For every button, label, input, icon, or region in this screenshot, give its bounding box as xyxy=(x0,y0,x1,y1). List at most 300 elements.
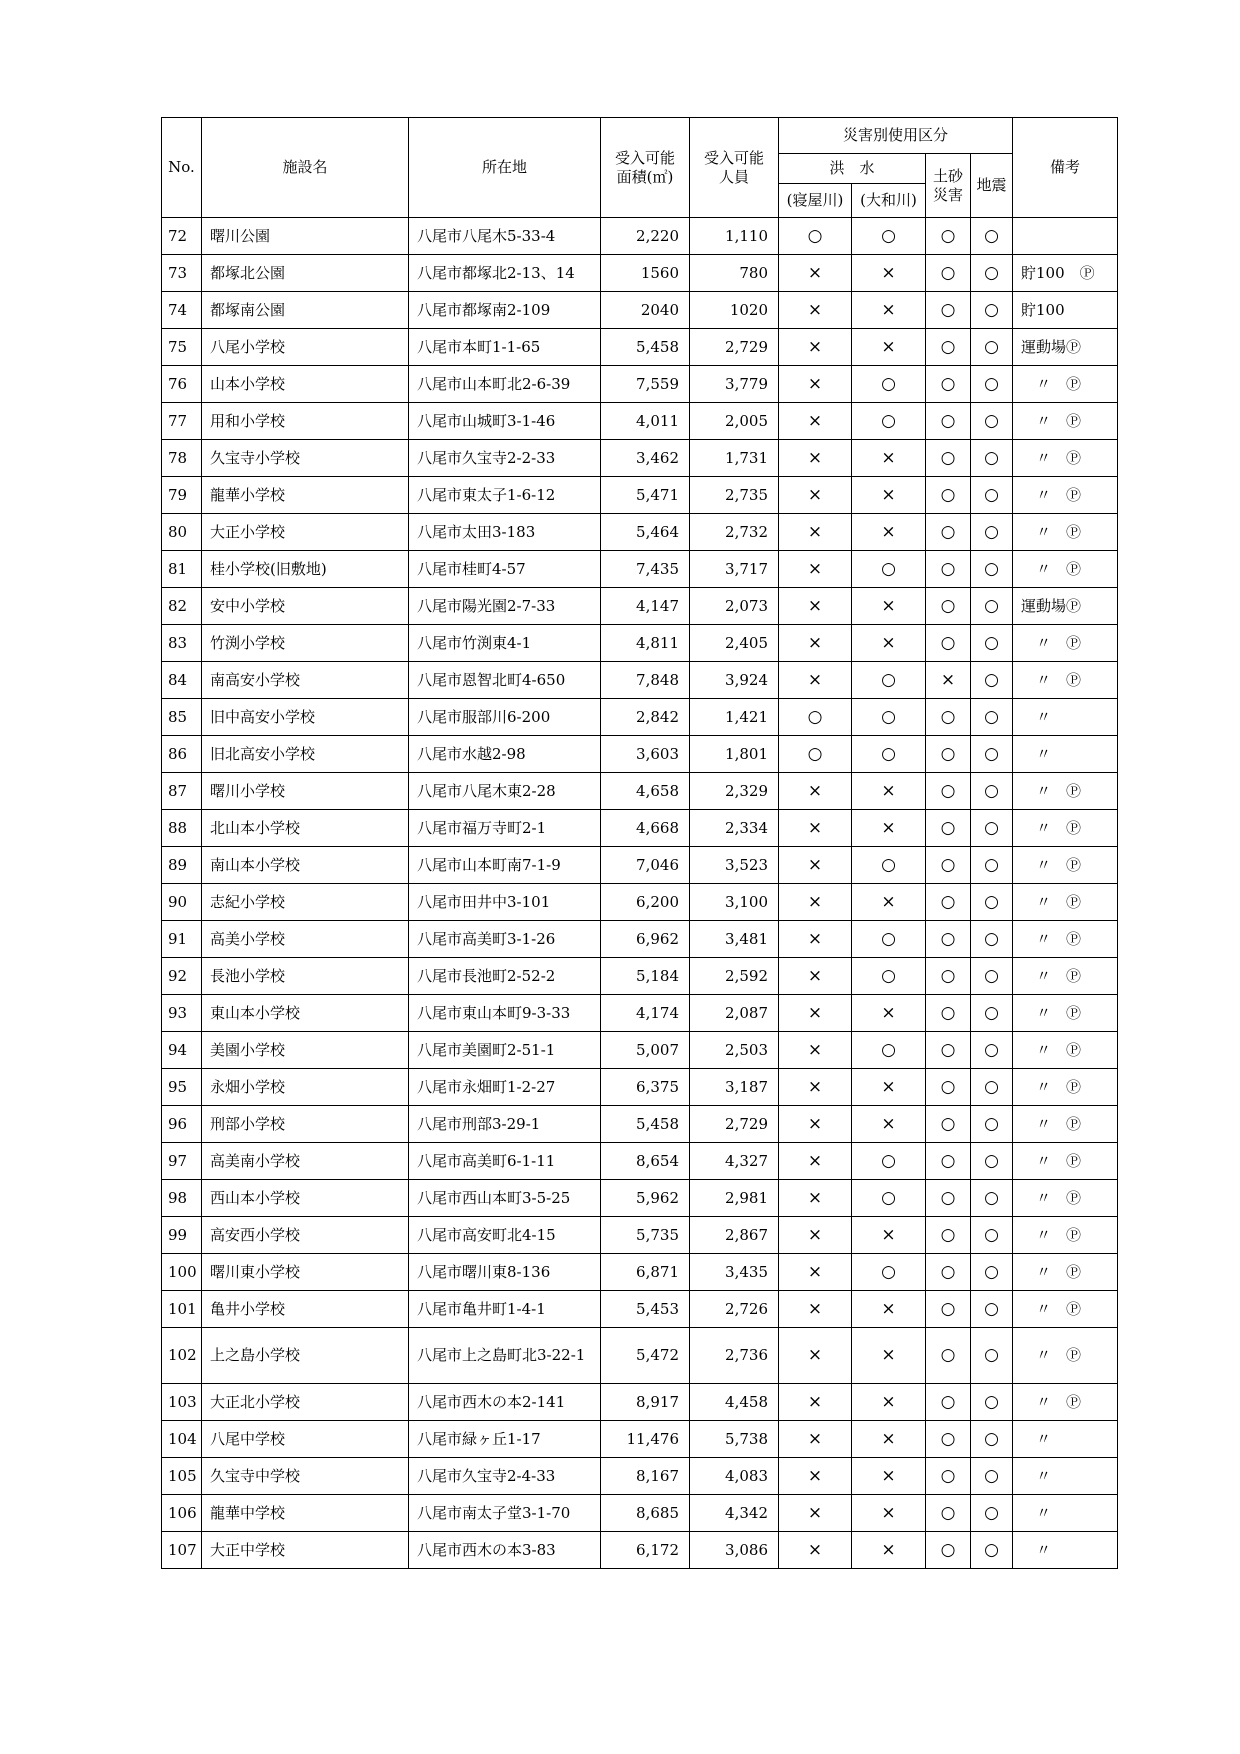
cell-flood-neyagawa: × xyxy=(779,810,852,847)
cell-flood-neyagawa: × xyxy=(779,514,852,551)
cell-capacity: 3,086 xyxy=(690,1532,779,1569)
cell-address: 八尾市山本町北2-6-39 xyxy=(409,366,601,403)
cell-landslide: ○ xyxy=(926,1495,971,1532)
cell-remarks: 貯100 Ⓟ xyxy=(1013,255,1118,292)
cell-earthquake: ○ xyxy=(971,329,1013,366)
cell-landslide: ○ xyxy=(926,1532,971,1569)
cell-no: 74 xyxy=(162,292,202,329)
cell-no: 104 xyxy=(162,1421,202,1458)
cell-remarks: 〃 Ⓟ xyxy=(1013,440,1118,477)
cell-landslide: ○ xyxy=(926,1032,971,1069)
cell-no: 79 xyxy=(162,477,202,514)
cell-earthquake: ○ xyxy=(971,255,1013,292)
cell-flood-yamatogawa: × xyxy=(852,588,926,625)
header-area: 受入可能 面積(㎡) xyxy=(601,118,690,218)
cell-flood-neyagawa: × xyxy=(779,921,852,958)
cell-flood-neyagawa: × xyxy=(779,477,852,514)
cell-earthquake: ○ xyxy=(971,1032,1013,1069)
cell-earthquake: ○ xyxy=(971,477,1013,514)
cell-flood-yamatogawa: ○ xyxy=(852,921,926,958)
cell-address: 八尾市西木の本3-83 xyxy=(409,1532,601,1569)
cell-earthquake: ○ xyxy=(971,995,1013,1032)
cell-flood-neyagawa: × xyxy=(779,958,852,995)
cell-landslide: ○ xyxy=(926,736,971,773)
cell-earthquake: ○ xyxy=(971,1328,1013,1384)
cell-landslide: ○ xyxy=(926,514,971,551)
cell-no: 107 xyxy=(162,1532,202,1569)
cell-address: 八尾市上之島町北3-22-1 xyxy=(409,1328,601,1384)
cell-earthquake: ○ xyxy=(971,884,1013,921)
cell-landslide: ○ xyxy=(926,1421,971,1458)
cell-no: 99 xyxy=(162,1217,202,1254)
cell-landslide: ○ xyxy=(926,847,971,884)
header-disaster-group: 災害別使用区分 xyxy=(779,118,1013,154)
cell-remarks: 〃 Ⓟ xyxy=(1013,1291,1118,1328)
header-earthquake: 地震 xyxy=(971,154,1013,218)
cell-earthquake: ○ xyxy=(971,1421,1013,1458)
cell-area: 7,559 xyxy=(601,366,690,403)
cell-capacity: 2,334 xyxy=(690,810,779,847)
cell-name: 大正北小学校 xyxy=(202,1384,409,1421)
cell-address: 八尾市竹渕東4-1 xyxy=(409,625,601,662)
cell-landslide: ○ xyxy=(926,440,971,477)
cell-flood-neyagawa: × xyxy=(779,1069,852,1106)
cell-remarks: 貯100 xyxy=(1013,292,1118,329)
cell-area: 2040 xyxy=(601,292,690,329)
table-row xyxy=(162,1254,1118,1291)
cell-earthquake: ○ xyxy=(971,699,1013,736)
cell-remarks: 運動場Ⓟ xyxy=(1013,588,1118,625)
cell-flood-yamatogawa: ○ xyxy=(852,218,926,255)
table-row xyxy=(162,884,1118,921)
cell-area: 5,458 xyxy=(601,1106,690,1143)
cell-landslide: ○ xyxy=(926,1384,971,1421)
cell-flood-neyagawa: × xyxy=(779,847,852,884)
cell-earthquake: ○ xyxy=(971,1291,1013,1328)
cell-area: 7,435 xyxy=(601,551,690,588)
table-row xyxy=(162,292,1118,329)
table-row xyxy=(162,255,1118,292)
table-row xyxy=(162,588,1118,625)
cell-flood-neyagawa: × xyxy=(779,1328,852,1384)
cell-address: 八尾市永畑町1-2-27 xyxy=(409,1069,601,1106)
cell-no: 81 xyxy=(162,551,202,588)
cell-address: 八尾市曙川東8-136 xyxy=(409,1254,601,1291)
cell-flood-yamatogawa: × xyxy=(852,1421,926,1458)
cell-remarks: 〃 Ⓟ xyxy=(1013,477,1118,514)
cell-area: 1560 xyxy=(601,255,690,292)
cell-name: 南山本小学校 xyxy=(202,847,409,884)
header-remarks: 備考 xyxy=(1013,118,1118,218)
cell-earthquake: ○ xyxy=(971,1069,1013,1106)
cell-earthquake: ○ xyxy=(971,1106,1013,1143)
cell-flood-neyagawa: × xyxy=(779,995,852,1032)
cell-capacity: 5,738 xyxy=(690,1421,779,1458)
cell-flood-yamatogawa: × xyxy=(852,477,926,514)
cell-name: 旧中高安小学校 xyxy=(202,699,409,736)
cell-name: 東山本小学校 xyxy=(202,995,409,1032)
cell-no: 95 xyxy=(162,1069,202,1106)
cell-area: 6,375 xyxy=(601,1069,690,1106)
cell-name: 西山本小学校 xyxy=(202,1180,409,1217)
cell-address: 八尾市恩智北町4-650 xyxy=(409,662,601,699)
cell-capacity: 2,735 xyxy=(690,477,779,514)
cell-earthquake: ○ xyxy=(971,440,1013,477)
cell-remarks: 〃 Ⓟ xyxy=(1013,847,1118,884)
cell-remarks: 運動場Ⓟ xyxy=(1013,329,1118,366)
cell-flood-neyagawa: × xyxy=(779,588,852,625)
cell-area: 8,917 xyxy=(601,1384,690,1421)
cell-landslide: ○ xyxy=(926,366,971,403)
cell-remarks xyxy=(1013,218,1118,255)
cell-area: 4,811 xyxy=(601,625,690,662)
table-row xyxy=(162,1217,1118,1254)
cell-flood-yamatogawa: ○ xyxy=(852,736,926,773)
cell-address: 八尾市高美町6-1-11 xyxy=(409,1143,601,1180)
table-row xyxy=(162,1458,1118,1495)
cell-flood-neyagawa: × xyxy=(779,1458,852,1495)
cell-landslide: ○ xyxy=(926,958,971,995)
cell-area: 5,735 xyxy=(601,1217,690,1254)
cell-address: 八尾市田井中3-101 xyxy=(409,884,601,921)
cell-capacity: 1,801 xyxy=(690,736,779,773)
table-row xyxy=(162,1291,1118,1328)
cell-capacity: 2,729 xyxy=(690,1106,779,1143)
cell-no: 77 xyxy=(162,403,202,440)
cell-flood-yamatogawa: × xyxy=(852,329,926,366)
cell-capacity: 2,073 xyxy=(690,588,779,625)
table-row xyxy=(162,1495,1118,1532)
cell-flood-neyagawa: × xyxy=(779,1532,852,1569)
cell-flood-yamatogawa: ○ xyxy=(852,847,926,884)
cell-name: 久宝寺小学校 xyxy=(202,440,409,477)
cell-flood-neyagawa: × xyxy=(779,440,852,477)
cell-area: 6,871 xyxy=(601,1254,690,1291)
cell-address: 八尾市美園町2-51-1 xyxy=(409,1032,601,1069)
cell-landslide: ○ xyxy=(926,921,971,958)
cell-landslide: ○ xyxy=(926,1106,971,1143)
cell-no: 82 xyxy=(162,588,202,625)
cell-area: 5,472 xyxy=(601,1328,690,1384)
cell-flood-yamatogawa: ○ xyxy=(852,366,926,403)
cell-earthquake: ○ xyxy=(971,736,1013,773)
cell-name: 曙川小学校 xyxy=(202,773,409,810)
cell-address: 八尾市久宝寺2-2-33 xyxy=(409,440,601,477)
cell-area: 5,962 xyxy=(601,1180,690,1217)
cell-remarks: 〃 Ⓟ xyxy=(1013,1143,1118,1180)
table-row xyxy=(162,440,1118,477)
cell-address: 八尾市久宝寺2-4-33 xyxy=(409,1458,601,1495)
cell-capacity: 3,481 xyxy=(690,921,779,958)
cell-area: 11,476 xyxy=(601,1421,690,1458)
cell-flood-neyagawa: × xyxy=(779,773,852,810)
cell-address: 八尾市太田3-183 xyxy=(409,514,601,551)
cell-earthquake: ○ xyxy=(971,958,1013,995)
cell-flood-yamatogawa: ○ xyxy=(852,551,926,588)
cell-no: 73 xyxy=(162,255,202,292)
cell-area: 8,685 xyxy=(601,1495,690,1532)
cell-flood-neyagawa: × xyxy=(779,1217,852,1254)
header-flood: 洪 水 xyxy=(779,154,926,184)
cell-remarks: 〃 Ⓟ xyxy=(1013,921,1118,958)
table-row xyxy=(162,1032,1118,1069)
cell-remarks: 〃 xyxy=(1013,1421,1118,1458)
cell-remarks: 〃 Ⓟ xyxy=(1013,884,1118,921)
cell-area: 4,011 xyxy=(601,403,690,440)
cell-earthquake: ○ xyxy=(971,1384,1013,1421)
cell-no: 100 xyxy=(162,1254,202,1291)
cell-name: 安中小学校 xyxy=(202,588,409,625)
cell-area: 8,167 xyxy=(601,1458,690,1495)
cell-flood-yamatogawa: ○ xyxy=(852,1180,926,1217)
cell-name: 八尾小学校 xyxy=(202,329,409,366)
cell-landslide: ○ xyxy=(926,1143,971,1180)
cell-earthquake: ○ xyxy=(971,1143,1013,1180)
cell-no: 91 xyxy=(162,921,202,958)
cell-landslide: ○ xyxy=(926,292,971,329)
cell-name: 刑部小学校 xyxy=(202,1106,409,1143)
cell-no: 105 xyxy=(162,1458,202,1495)
cell-capacity: 2,592 xyxy=(690,958,779,995)
cell-remarks: 〃 xyxy=(1013,1532,1118,1569)
header-flood-neyagawa: (寝屋川) xyxy=(779,184,852,218)
cell-remarks: 〃 Ⓟ xyxy=(1013,366,1118,403)
cell-landslide: ○ xyxy=(926,329,971,366)
cell-address: 八尾市東太子1-6-12 xyxy=(409,477,601,514)
header-landslide: 土砂 災害 xyxy=(926,154,971,218)
cell-remarks: 〃 xyxy=(1013,1495,1118,1532)
table-row xyxy=(162,625,1118,662)
cell-address: 八尾市服部川6-200 xyxy=(409,699,601,736)
table-row xyxy=(162,736,1118,773)
cell-capacity: 780 xyxy=(690,255,779,292)
table-row xyxy=(162,699,1118,736)
cell-capacity: 2,736 xyxy=(690,1328,779,1384)
cell-flood-yamatogawa: × xyxy=(852,440,926,477)
table-row xyxy=(162,958,1118,995)
cell-area: 6,200 xyxy=(601,884,690,921)
table-header xyxy=(162,118,1118,218)
facility-table xyxy=(161,117,1118,1569)
cell-no: 101 xyxy=(162,1291,202,1328)
cell-remarks: 〃 Ⓟ xyxy=(1013,1217,1118,1254)
cell-remarks: 〃 Ⓟ xyxy=(1013,1069,1118,1106)
cell-capacity: 2,867 xyxy=(690,1217,779,1254)
cell-capacity: 2,087 xyxy=(690,995,779,1032)
table-row xyxy=(162,810,1118,847)
cell-flood-yamatogawa: ○ xyxy=(852,958,926,995)
cell-capacity: 3,779 xyxy=(690,366,779,403)
cell-area: 5,458 xyxy=(601,329,690,366)
cell-area: 2,842 xyxy=(601,699,690,736)
table-row xyxy=(162,477,1118,514)
table-row xyxy=(162,1069,1118,1106)
cell-landslide: ○ xyxy=(926,1217,971,1254)
cell-landslide: ○ xyxy=(926,1069,971,1106)
cell-area: 4,147 xyxy=(601,588,690,625)
cell-flood-neyagawa: ○ xyxy=(779,218,852,255)
cell-earthquake: ○ xyxy=(971,1180,1013,1217)
cell-flood-yamatogawa: × xyxy=(852,292,926,329)
cell-remarks: 〃 Ⓟ xyxy=(1013,1180,1118,1217)
cell-flood-yamatogawa: × xyxy=(852,884,926,921)
cell-area: 4,174 xyxy=(601,995,690,1032)
cell-earthquake: ○ xyxy=(971,1217,1013,1254)
cell-name: 高美南小学校 xyxy=(202,1143,409,1180)
cell-earthquake: ○ xyxy=(971,921,1013,958)
cell-area: 4,668 xyxy=(601,810,690,847)
cell-landslide: ○ xyxy=(926,588,971,625)
cell-flood-yamatogawa: × xyxy=(852,514,926,551)
cell-remarks: 〃 Ⓟ xyxy=(1013,625,1118,662)
facility-table-page xyxy=(161,117,1117,1569)
cell-earthquake: ○ xyxy=(971,588,1013,625)
cell-name: 久宝寺中学校 xyxy=(202,1458,409,1495)
cell-remarks: 〃 Ⓟ xyxy=(1013,1032,1118,1069)
cell-flood-yamatogawa: ○ xyxy=(852,1254,926,1291)
cell-flood-neyagawa: × xyxy=(779,329,852,366)
cell-remarks: 〃 xyxy=(1013,1458,1118,1495)
table-row xyxy=(162,329,1118,366)
cell-name: 北山本小学校 xyxy=(202,810,409,847)
cell-landslide: ○ xyxy=(926,1180,971,1217)
cell-address: 八尾市桂町4-57 xyxy=(409,551,601,588)
cell-capacity: 3,924 xyxy=(690,662,779,699)
header-name: 施設名 xyxy=(202,118,409,218)
cell-capacity: 4,327 xyxy=(690,1143,779,1180)
cell-remarks: 〃 Ⓟ xyxy=(1013,551,1118,588)
cell-area: 4,658 xyxy=(601,773,690,810)
cell-flood-neyagawa: × xyxy=(779,1254,852,1291)
cell-name: 高美小学校 xyxy=(202,921,409,958)
cell-flood-yamatogawa: × xyxy=(852,255,926,292)
cell-remarks: 〃 Ⓟ xyxy=(1013,403,1118,440)
header-capacity: 受入可能 人員 xyxy=(690,118,779,218)
cell-landslide: ○ xyxy=(926,1458,971,1495)
table-row xyxy=(162,1328,1118,1384)
cell-address: 八尾市陽光園2-7-33 xyxy=(409,588,601,625)
cell-earthquake: ○ xyxy=(971,551,1013,588)
table-row xyxy=(162,662,1118,699)
table-row xyxy=(162,847,1118,884)
cell-no: 83 xyxy=(162,625,202,662)
cell-capacity: 4,458 xyxy=(690,1384,779,1421)
cell-area: 5,007 xyxy=(601,1032,690,1069)
cell-remarks: 〃 xyxy=(1013,699,1118,736)
cell-name: 山本小学校 xyxy=(202,366,409,403)
cell-name: 竹渕小学校 xyxy=(202,625,409,662)
cell-name: 志紀小学校 xyxy=(202,884,409,921)
cell-flood-yamatogawa: × xyxy=(852,1384,926,1421)
cell-flood-yamatogawa: × xyxy=(852,1291,926,1328)
cell-flood-yamatogawa: ○ xyxy=(852,1143,926,1180)
table-row xyxy=(162,218,1118,255)
cell-name: 亀井小学校 xyxy=(202,1291,409,1328)
cell-no: 80 xyxy=(162,514,202,551)
cell-capacity: 3,717 xyxy=(690,551,779,588)
cell-earthquake: ○ xyxy=(971,403,1013,440)
cell-address: 八尾市都塚北2-13、14 xyxy=(409,255,601,292)
cell-capacity: 2,405 xyxy=(690,625,779,662)
cell-landslide: ○ xyxy=(926,699,971,736)
cell-flood-yamatogawa: × xyxy=(852,1458,926,1495)
cell-flood-neyagawa: × xyxy=(779,884,852,921)
cell-remarks: 〃 Ⓟ xyxy=(1013,1254,1118,1291)
cell-flood-yamatogawa: × xyxy=(852,1532,926,1569)
cell-no: 93 xyxy=(162,995,202,1032)
cell-address: 八尾市長池町2-52-2 xyxy=(409,958,601,995)
cell-capacity: 2,981 xyxy=(690,1180,779,1217)
cell-landslide: ○ xyxy=(926,403,971,440)
cell-flood-yamatogawa: × xyxy=(852,1328,926,1384)
table-body xyxy=(162,218,1118,1569)
cell-name: 桂小学校(旧敷地) xyxy=(202,551,409,588)
cell-no: 106 xyxy=(162,1495,202,1532)
cell-name: 龍華小学校 xyxy=(202,477,409,514)
cell-no: 84 xyxy=(162,662,202,699)
table-row xyxy=(162,773,1118,810)
cell-remarks: 〃 xyxy=(1013,736,1118,773)
cell-earthquake: ○ xyxy=(971,1532,1013,1569)
table-row xyxy=(162,995,1118,1032)
cell-name: 高安西小学校 xyxy=(202,1217,409,1254)
cell-flood-neyagawa: × xyxy=(779,1291,852,1328)
cell-capacity: 2,503 xyxy=(690,1032,779,1069)
cell-no: 102 xyxy=(162,1328,202,1384)
cell-area: 5,453 xyxy=(601,1291,690,1328)
cell-earthquake: ○ xyxy=(971,1495,1013,1532)
cell-flood-neyagawa: × xyxy=(779,255,852,292)
header-flood-yamatogawa: (大和川) xyxy=(852,184,926,218)
cell-no: 87 xyxy=(162,773,202,810)
cell-address: 八尾市本町1-1-65 xyxy=(409,329,601,366)
cell-no: 75 xyxy=(162,329,202,366)
cell-landslide: ○ xyxy=(926,1328,971,1384)
cell-remarks: 〃 Ⓟ xyxy=(1013,995,1118,1032)
cell-flood-neyagawa: × xyxy=(779,1143,852,1180)
cell-flood-neyagawa: ○ xyxy=(779,699,852,736)
cell-address: 八尾市東山本町9-3-33 xyxy=(409,995,601,1032)
cell-remarks: 〃 Ⓟ xyxy=(1013,514,1118,551)
cell-capacity: 1,421 xyxy=(690,699,779,736)
cell-capacity: 3,523 xyxy=(690,847,779,884)
cell-name: 都塚南公園 xyxy=(202,292,409,329)
cell-landslide: ○ xyxy=(926,477,971,514)
cell-flood-yamatogawa: × xyxy=(852,1495,926,1532)
cell-remarks: 〃 Ⓟ xyxy=(1013,1106,1118,1143)
cell-name: 永畑小学校 xyxy=(202,1069,409,1106)
cell-area: 3,462 xyxy=(601,440,690,477)
cell-area: 6,172 xyxy=(601,1532,690,1569)
cell-landslide: ○ xyxy=(926,995,971,1032)
cell-no: 94 xyxy=(162,1032,202,1069)
cell-name: 龍華中学校 xyxy=(202,1495,409,1532)
cell-address: 八尾市八尾木東2-28 xyxy=(409,773,601,810)
cell-capacity: 2,005 xyxy=(690,403,779,440)
cell-flood-yamatogawa: × xyxy=(852,995,926,1032)
cell-capacity: 3,187 xyxy=(690,1069,779,1106)
cell-name: 上之島小学校 xyxy=(202,1328,409,1384)
cell-earthquake: ○ xyxy=(971,1458,1013,1495)
cell-no: 85 xyxy=(162,699,202,736)
cell-landslide: ○ xyxy=(926,884,971,921)
cell-flood-neyagawa: × xyxy=(779,1106,852,1143)
cell-no: 72 xyxy=(162,218,202,255)
cell-earthquake: ○ xyxy=(971,662,1013,699)
cell-landslide: ○ xyxy=(926,810,971,847)
cell-flood-yamatogawa: ○ xyxy=(852,662,926,699)
cell-flood-yamatogawa: × xyxy=(852,625,926,662)
